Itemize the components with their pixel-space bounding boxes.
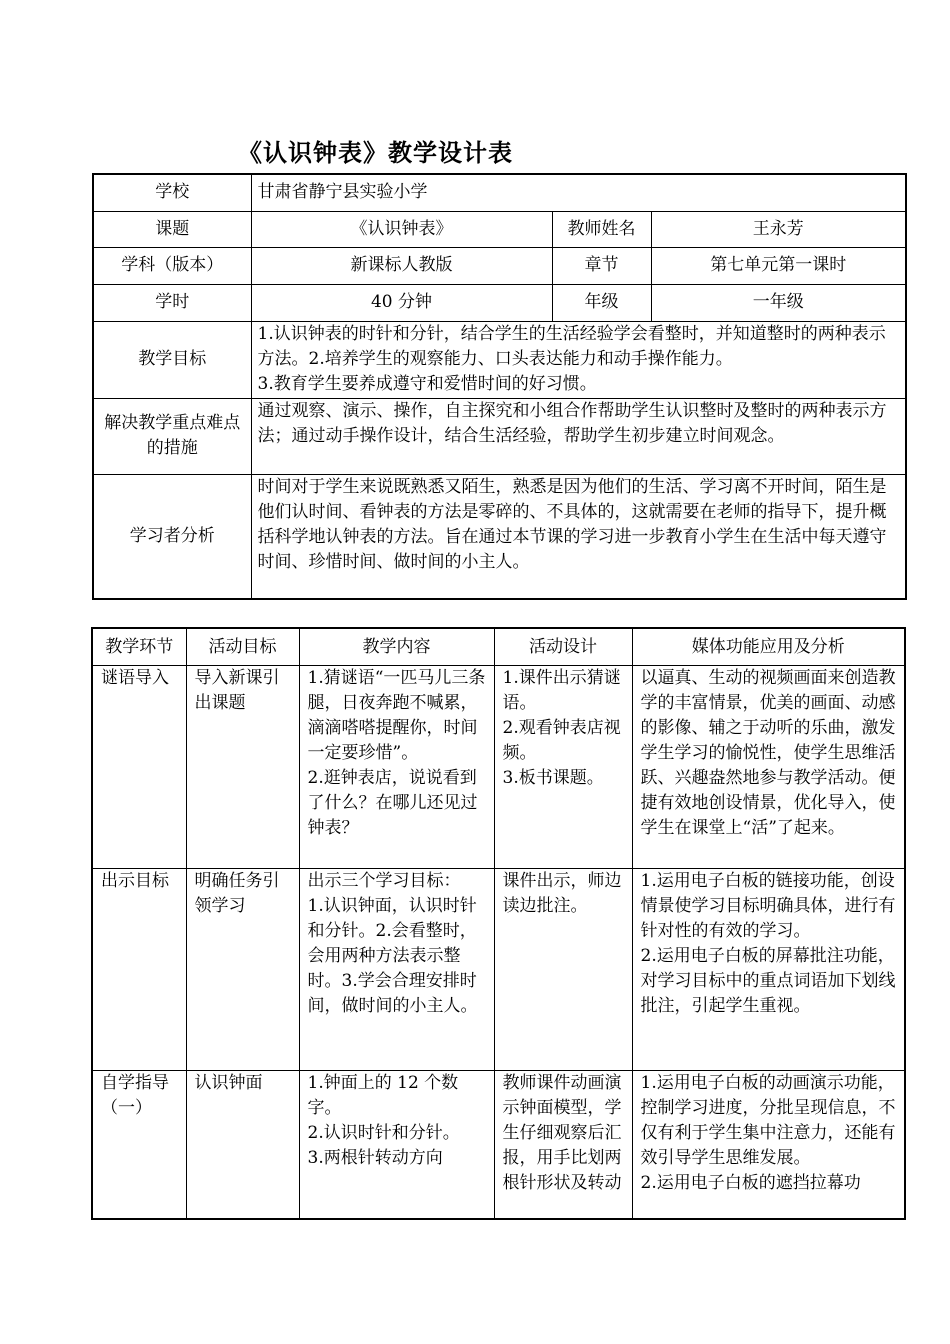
content-item: 2.认识时针和分针。 xyxy=(307,1123,460,1143)
goals-line-2: 3.教育学生要养成遵守和爱惜时间的好习惯。 xyxy=(257,373,597,394)
media-item: 以逼真、生动的视频画面来创造教学的丰富情景，优美的画面、动感的影像、辅之于动听的乐曲，激发学生学习的愉悦性，使学生思维活跃、兴趣盎然地参与教学活动。便捷有效地创设情景，优化导入，使学生在课堂上“活”了起来。 xyxy=(640,668,896,838)
media-cell xyxy=(632,666,905,869)
header-stage: 教学环节 xyxy=(92,628,186,666)
table-row xyxy=(92,666,905,869)
page-title: 《认识钟表》教学设计表 xyxy=(238,138,513,167)
hours-label: 学时 xyxy=(93,284,251,321)
content-item: 1.猜谜语“一匹马儿三条腿，日夜奔跑不喊累，滴滴嗒嗒提醒你，时间一定要珍惜”。 xyxy=(307,668,486,763)
media-cell xyxy=(632,869,905,1071)
header-design: 活动设计 xyxy=(494,628,632,666)
content-item: 1.钟面上的 12 个数字。 xyxy=(307,1073,459,1118)
header-goal: 活动目标 xyxy=(186,628,299,666)
content-cell xyxy=(299,1071,494,1219)
media-item: 2.运用电子白板的遮挡拉幕功 xyxy=(640,1173,861,1193)
measures-label: 解决教学重点难点的措施 xyxy=(93,398,251,474)
design-cell xyxy=(494,666,632,869)
table-row xyxy=(92,869,905,1071)
topic-label: 课题 xyxy=(93,211,251,247)
goal-cell: 导入新课引出课题 xyxy=(186,666,299,869)
school-value: 甘肃省静宁县实验小学 xyxy=(251,174,906,211)
goal-cell: 认识钟面 xyxy=(186,1071,299,1219)
content-cell xyxy=(299,869,494,1071)
header-media: 媒体功能应用及分析 xyxy=(632,628,905,666)
subject-value: 新课标人教版 xyxy=(251,247,552,284)
table-row xyxy=(92,1071,905,1219)
grade-value: 一年级 xyxy=(651,284,906,321)
info-table xyxy=(92,173,907,600)
media-item: 1.运用电子白板的链接功能，创设情景使学习目标明确具体，进行有针对性的有效的学习。 xyxy=(640,871,896,941)
design-item: 2.观看钟表店视频。 xyxy=(502,718,621,763)
teacher-value: 王永芳 xyxy=(651,211,906,247)
activity-table xyxy=(91,627,906,1220)
media-item: 2.运用电子白板的屏幕批注功能，对学习目标中的重点词语加下划线批注，引起学生重视。 xyxy=(640,946,896,1016)
hours-value: 40 分钟 xyxy=(251,284,552,321)
content-item: 3.两根针转动方向 xyxy=(307,1148,443,1168)
goals-label: 教学目标 xyxy=(93,321,251,398)
teacher-label: 教师姓名 xyxy=(552,211,651,247)
learner-label: 学习者分析 xyxy=(93,474,251,599)
topic-value: 《认识钟表》 xyxy=(251,211,552,247)
media-item: 1.运用电子白板的动画演示功能，控制学习进度，分批呈现信息，不仅有利于学生集中注意力，还能有效引导学生思维发展。 xyxy=(640,1073,896,1168)
subject-label: 学科（版本） xyxy=(93,247,251,284)
design-cell xyxy=(494,869,632,1071)
chapter-value: 第七单元第一课时 xyxy=(651,247,906,284)
content-item: 2.逛钟表店，说说看到了什么？在哪儿还见过钟表？ xyxy=(307,768,478,838)
stage-cell: 谜语导入 xyxy=(92,666,186,869)
design-item: 教师课件动画演示钟面模型，学生仔细观察后汇报，用手比划两根针形状及转动 xyxy=(502,1073,622,1193)
content-item: 1.认识钟面，认识时针和分针。2.会看整时，会用两种方法表示整时。3.学会合理安排时间，做时间的小主人。 xyxy=(307,896,478,1016)
design-item: 1.课件出示猜谜语。 xyxy=(502,668,621,713)
content-cell xyxy=(299,666,494,869)
goals-value xyxy=(251,321,906,398)
activity-header-row xyxy=(92,628,905,666)
design-item: 3.板书课题。 xyxy=(502,768,604,788)
school-label: 学校 xyxy=(93,174,251,211)
chapter-label: 章节 xyxy=(552,247,651,284)
stage-cell: 自学指导（一） xyxy=(92,1071,186,1219)
media-cell xyxy=(632,1071,905,1219)
measures-value: 通过观察、演示、操作，自主探究和小组合作帮助学生认识整时及整时的两种表示方法；通过动手操作设计，结合生活经验，帮助学生初步建立时间观念。 xyxy=(251,398,906,474)
stage-cell: 出示目标 xyxy=(92,869,186,1071)
goal-cell: 明确任务引领学习 xyxy=(186,869,299,1071)
goals-line-1: 1.认识钟表的时针和分针，结合学生的生活经验学会看整时，并知道整时的两种表示方法。2.培养学生的观察能力、口头表达能力和动手操作能力。 xyxy=(257,323,886,369)
grade-label: 年级 xyxy=(552,284,651,321)
learner-value: 时间对于学生来说既熟悉又陌生，熟悉是因为他们的生活、学习离不开时间，陌生是他们认时间、看钟表的方法是零碎的、不具体的，这就需要在老师的指导下，提升概括科学地认钟表的方法。旨在通过本节课的学习进一步教育小学生在生活中每天遵守时间、珍惜时间、做时间的小主人。 xyxy=(251,474,906,599)
content-item: 出示三个学习目标： xyxy=(307,871,461,891)
design-item: 课件出示，师边读边批注。 xyxy=(502,871,622,916)
design-cell xyxy=(494,1071,632,1219)
header-content: 教学内容 xyxy=(299,628,494,666)
